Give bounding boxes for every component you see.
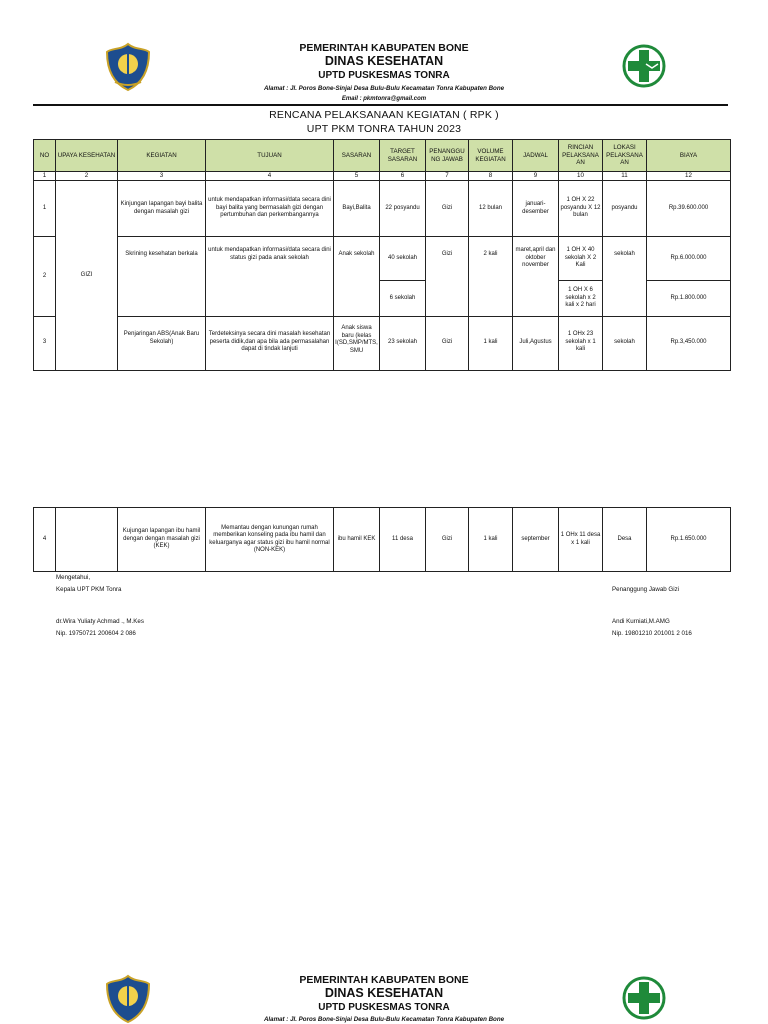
letterhead-department: DINAS KESEHATAN <box>324 54 444 68</box>
tujuan-cell: Terdeteksinya secara dini masalah kesehatan peserta didik,dan apa bila ada permasalahan dapat di tindak lanjuti <box>206 317 334 371</box>
volume-cell: 1 kali <box>469 508 513 572</box>
table-row <box>34 181 731 237</box>
column-number: 10 <box>559 172 603 181</box>
row-no: 4 <box>34 508 56 572</box>
column-number-row <box>34 172 731 181</box>
header-lokasi: LOKASI PELAKSANA AN <box>603 140 647 172</box>
document-subtitle: UPT PKM TONRA TAHUN 2023 <box>306 123 462 135</box>
target-cell: 11 desa <box>380 508 426 572</box>
biaya-cell: Rp.3,450.000 <box>647 317 731 371</box>
column-number: 5 <box>334 172 380 181</box>
rincian-cell: 1 OH X 40 sekolah X 2 Kali <box>559 237 603 281</box>
biaya-cell: Rp.1.800.000 <box>647 281 731 317</box>
letterhead-unit: UPTD PUSKESMAS TONRA <box>318 70 450 81</box>
rincian-cell: 1 OHx 11 desa x 1 kali <box>559 508 603 572</box>
table-row <box>34 237 731 281</box>
header-volume: VOLUME KEGIATAN <box>469 140 513 172</box>
letterhead-divider <box>33 104 728 106</box>
biaya-cell: Rp.39.600.000 <box>647 181 731 237</box>
column-number: 2 <box>56 172 118 181</box>
volume-cell: 2 kali <box>469 237 513 317</box>
row-no: 2 <box>34 237 56 317</box>
column-number: 9 <box>513 172 559 181</box>
letterhead-unit: UPTD PUSKESMAS TONRA <box>318 1002 450 1013</box>
sasaran-cell: Anak siswa baru (kelas I(SD,SMP/MTS, SMU <box>334 317 380 371</box>
header-tujuan: TUJUAN <box>206 140 334 172</box>
column-number: 8 <box>469 172 513 181</box>
letterhead-email: Email : pkmtonra@gmail.com <box>341 96 427 102</box>
letterhead-address: Alamat : Jl. Poros Bone-Sinjai Desa Bulu-Bulu Kecamatan Tonra Kabupaten Bone <box>263 1016 505 1023</box>
letterhead-department: DINAS KESEHATAN <box>324 986 444 1000</box>
volume-cell: 12 bulan <box>469 181 513 237</box>
target-cell: 40 sekolah <box>380 237 426 281</box>
table-row <box>34 508 731 572</box>
rincian-cell: 1 OHx 23 sekolah x 1 kali <box>559 317 603 371</box>
table-header-row <box>34 140 731 172</box>
column-number: 3 <box>118 172 206 181</box>
jadwal-cell: maret,april dan oktober november <box>513 237 559 317</box>
lokasi-cell: Desa <box>603 508 647 572</box>
volume-cell: 1 kali <box>469 317 513 371</box>
rincian-cell: 1 OH X 6 sekolah x 2 kali x 2 hari <box>559 281 603 317</box>
pj-cell: Gizi <box>426 508 469 572</box>
column-number: 4 <box>206 172 334 181</box>
letterhead-government: PEMERINTAH KABUPATEN BONE <box>299 42 469 54</box>
letterhead-government: PEMERINTAH KABUPATEN BONE <box>299 974 469 986</box>
rpk-table <box>33 139 731 371</box>
rpk-table-continued <box>33 507 731 572</box>
column-number: 11 <box>603 172 647 181</box>
tujuan-cell: untuk mendapatkan informasi/data secara dini bayi balita yang bermasalah gizi dengan pertumbuhan dan perkembangannya <box>206 181 334 237</box>
column-number: 12 <box>647 172 731 181</box>
pj-cell: Gizi <box>426 317 469 371</box>
target-cell: 23 sekolah <box>380 317 426 371</box>
kegiatan-cell: Penjaringan ABS(Anak Baru Sekolah) <box>118 317 206 371</box>
sign-right-name: Andi Kurniati,M.AMG <box>612 618 670 625</box>
header-pj: PENANGGU NG JAWAB <box>426 140 469 172</box>
lokasi-cell: posyandu <box>603 181 647 237</box>
sign-left-nip: Nip. 19750721 200604 2 086 <box>56 630 136 637</box>
kegiatan-cell: Skrining kesehatan berkala <box>118 237 206 317</box>
sasaran-cell: Bayi,Balita <box>334 181 380 237</box>
row-no: 3 <box>34 317 56 371</box>
target-cell: 22 posyandu <box>380 181 426 237</box>
column-number: 7 <box>426 172 469 181</box>
header-biaya: BIAYA <box>647 140 731 172</box>
letterhead-address: Alamat : Jl. Poros Bone-Sinjai Desa Bulu-Bulu Kecamatan Tonra Kabupaten Bone <box>263 85 505 92</box>
sign-right-nip: Nip. 19801210 201001 2 016 <box>612 630 692 637</box>
upaya-cell: GIZI <box>56 181 118 371</box>
jadwal-cell: Juli,Agustus <box>513 317 559 371</box>
column-number: 1 <box>34 172 56 181</box>
header-sasaran: SASARAN <box>334 140 380 172</box>
lokasi-cell: sekolah <box>603 317 647 371</box>
header-kegiatan: KEGIATAN <box>118 140 206 172</box>
jadwal-cell: januari-desember <box>513 181 559 237</box>
pj-cell: Gizi <box>426 181 469 237</box>
biaya-cell: Rp.6.000.000 <box>647 237 731 281</box>
jadwal-cell: september <box>513 508 559 572</box>
header-upaya: UPAYA KESEHATAN <box>56 140 118 172</box>
kegiatan-cell: Kinjungan lapangan bayi balita dengan masalah gizi <box>118 181 206 237</box>
kegiatan-cell: Kujungan lapangan ibu hamil dengan dengan masalah gizi (KEK) <box>118 508 206 572</box>
document-title: RENCANA PELAKSANAAN KEGIATAN ( RPK ) <box>269 109 499 121</box>
pj-cell: Gizi <box>426 237 469 317</box>
column-number: 6 <box>380 172 426 181</box>
tujuan-cell: Memantau dengan kunungan rumah memberikan konseling pada ibu hamil dan keluarganya agar status gizi ibu hamil normal (NON-KEK) <box>206 508 334 572</box>
sign-left-label2: Kepala UPT PKM Tonra <box>56 586 122 593</box>
sign-right-label: Penanggung Jawab Gizi <box>612 586 680 593</box>
sasaran-cell: Anak sekolah <box>334 237 380 317</box>
header-jadwal: JADWAL <box>513 140 559 172</box>
lokasi-cell: sekolah <box>603 237 647 317</box>
biaya-cell: Rp.1.650.000 <box>647 508 731 572</box>
rincian-cell: 1 OH X 22 posyandu X 12 bulan <box>559 181 603 237</box>
sasaran-cell: ibu hamil KEK <box>334 508 380 572</box>
header-target: TARGET SASARAN <box>380 140 426 172</box>
sign-left-label1: Mengetahui, <box>56 574 91 581</box>
target-cell: 6 sekolah <box>380 281 426 317</box>
sign-left-name: dr.Wira Yuliaty Achmad ., M.Kes <box>56 618 144 625</box>
header-rincian: RINCIAN PELAKSANA AN <box>559 140 603 172</box>
table-row <box>34 317 731 371</box>
header-no: NO <box>34 140 56 172</box>
row-no: 1 <box>34 181 56 237</box>
upaya-cell-empty <box>56 508 118 572</box>
tujuan-cell: untuk mendapatkan informasi/data secara dini status gizi pada anak sekolah <box>206 237 334 317</box>
